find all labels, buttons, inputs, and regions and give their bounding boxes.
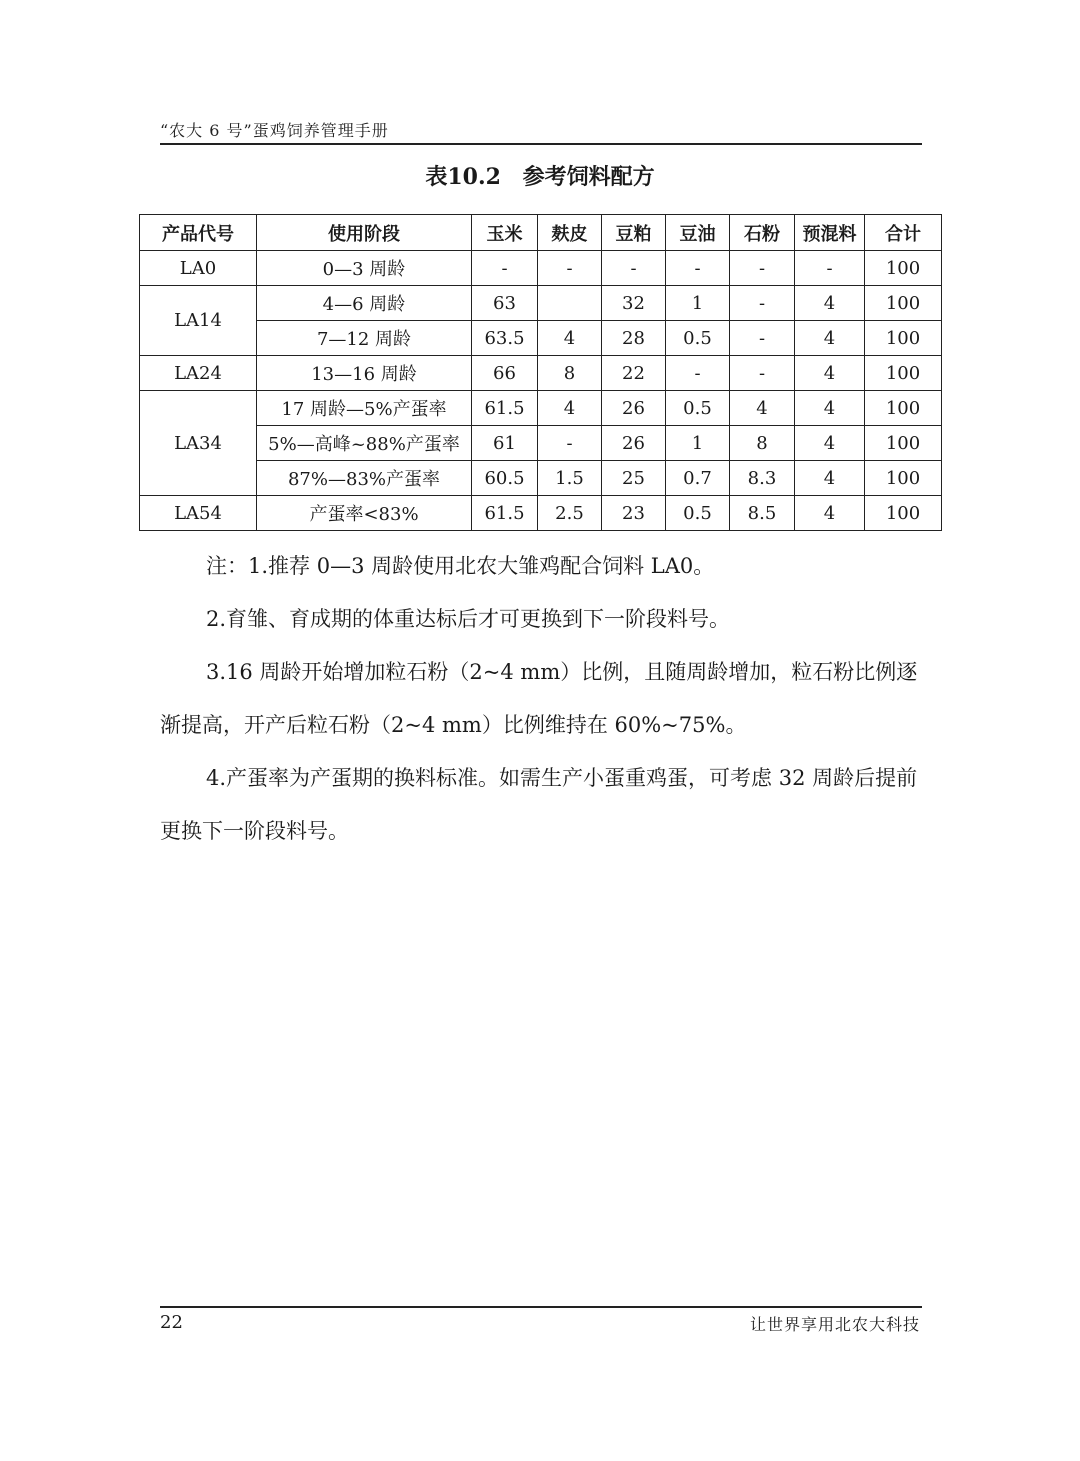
page-number: 22 (160, 1312, 183, 1333)
value-cell: 100 (865, 496, 942, 531)
value-cell: 4 (795, 461, 865, 496)
value-cell: - (666, 251, 730, 286)
value-cell: 8.3 (730, 461, 795, 496)
table-body (140, 251, 942, 531)
value-cell: 4 (795, 426, 865, 461)
value-cell: 100 (865, 461, 942, 496)
value-cell: 25 (602, 461, 666, 496)
value-cell: 4 (795, 321, 865, 356)
running-header: “农大 6 号”蛋鸡饲养管理手册 (160, 121, 389, 140)
value-cell: 4 (795, 496, 865, 531)
value-cell: 100 (865, 251, 942, 286)
value-cell: 32 (602, 286, 666, 321)
stage-cell: 产蛋率<83% (257, 496, 472, 531)
note-1: 注：1.推荐 0—3 周龄使用北农大雏鸡配合饲料 LA0。 (206, 554, 715, 578)
stage-cell: 5%—高峰~88%产蛋率 (257, 426, 472, 461)
value-cell: 0.5 (666, 321, 730, 356)
table-row (140, 461, 942, 496)
value-cell: 1 (666, 426, 730, 461)
stage-cell: 7—12 周龄 (257, 321, 472, 356)
value-cell: 100 (865, 356, 942, 391)
table-row (140, 356, 942, 391)
stage-cell: 13—16 周龄 (257, 356, 472, 391)
product-code-cell: LA34 (140, 391, 257, 496)
column-header: 合计 (865, 215, 942, 251)
value-cell: 1.5 (538, 461, 602, 496)
footer-rule (160, 1306, 922, 1308)
table-header-row (140, 215, 942, 251)
value-cell: - (730, 356, 795, 391)
value-cell: 0.7 (666, 461, 730, 496)
note-4: 4.产蛋率为产蛋期的换料标准。如需生产小蛋重鸡蛋，可考虑 32 周龄后提前更换下一阶段料号。 (160, 766, 918, 843)
value-cell: 100 (865, 426, 942, 461)
column-header: 玉米 (472, 215, 538, 251)
column-header: 石粉 (730, 215, 795, 251)
value-cell: 26 (602, 391, 666, 426)
value-cell: 8 (730, 426, 795, 461)
value-cell: - (602, 251, 666, 286)
table-row (140, 321, 942, 356)
value-cell: 4 (730, 391, 795, 426)
value-cell: - (730, 251, 795, 286)
value-cell: 1 (666, 286, 730, 321)
value-cell: - (538, 251, 602, 286)
column-header: 使用阶段 (257, 215, 472, 251)
header-rule (160, 143, 922, 145)
value-cell: 23 (602, 496, 666, 531)
stage-cell: 17 周龄—5%产蛋率 (257, 391, 472, 426)
value-cell: 100 (865, 286, 942, 321)
note-3: 3.16 周龄开始增加粒石粉（2~4 mm）比例，且随周龄增加，粒石粉比例逐渐提高，开产后粒石粉（2~4 mm）比例维持在 60%~75%。 (160, 660, 918, 737)
value-cell: 0.5 (666, 391, 730, 426)
value-cell: 4 (538, 321, 602, 356)
product-code-cell: LA24 (140, 356, 257, 391)
value-cell: 22 (602, 356, 666, 391)
notes (160, 540, 920, 858)
column-header: 麸皮 (538, 215, 602, 251)
value-cell: 61.5 (472, 391, 538, 426)
stage-cell: 4—6 周龄 (257, 286, 472, 321)
table-row (140, 426, 942, 461)
column-header: 豆粕 (602, 215, 666, 251)
value-cell: 2.5 (538, 496, 602, 531)
value-cell (538, 286, 602, 321)
value-cell: 100 (865, 321, 942, 356)
value-cell: 8.5 (730, 496, 795, 531)
stage-cell: 87%—83%产蛋率 (257, 461, 472, 496)
value-cell: 0.5 (666, 496, 730, 531)
value-cell: 4 (538, 391, 602, 426)
note-2: 2.育雏、育成期的体重达标后才可更换到下一阶段料号。 (206, 607, 731, 631)
value-cell: - (730, 321, 795, 356)
product-code-cell: LA0 (140, 251, 257, 286)
value-cell: 26 (602, 426, 666, 461)
footer-slogan: 让世界享用北农大科技 (749, 1315, 920, 1334)
column-header: 产品代号 (140, 215, 257, 251)
value-cell: 63 (472, 286, 538, 321)
value-cell: 63.5 (472, 321, 538, 356)
value-cell: 8 (538, 356, 602, 391)
value-cell: 60.5 (472, 461, 538, 496)
table-row (140, 251, 942, 286)
value-cell: - (730, 286, 795, 321)
feed-formula-table (139, 214, 942, 531)
value-cell: 61.5 (472, 496, 538, 531)
value-cell: - (795, 251, 865, 286)
column-header: 预混料 (795, 215, 865, 251)
value-cell: - (538, 426, 602, 461)
value-cell: - (666, 356, 730, 391)
value-cell: 61 (472, 426, 538, 461)
value-cell: 4 (795, 356, 865, 391)
value-cell: 100 (865, 391, 942, 426)
stage-cell: 0—3 周龄 (257, 251, 472, 286)
value-cell: 4 (795, 286, 865, 321)
column-header: 豆油 (666, 215, 730, 251)
table-title: 表10.2 参考饲料配方 (425, 164, 655, 190)
table-row (140, 496, 942, 531)
value-cell: 4 (795, 391, 865, 426)
value-cell: - (472, 251, 538, 286)
table-row (140, 286, 942, 321)
value-cell: 28 (602, 321, 666, 356)
product-code-cell: LA54 (140, 496, 257, 531)
product-code-cell: LA14 (140, 286, 257, 356)
value-cell: 66 (472, 356, 538, 391)
table-row (140, 391, 942, 426)
